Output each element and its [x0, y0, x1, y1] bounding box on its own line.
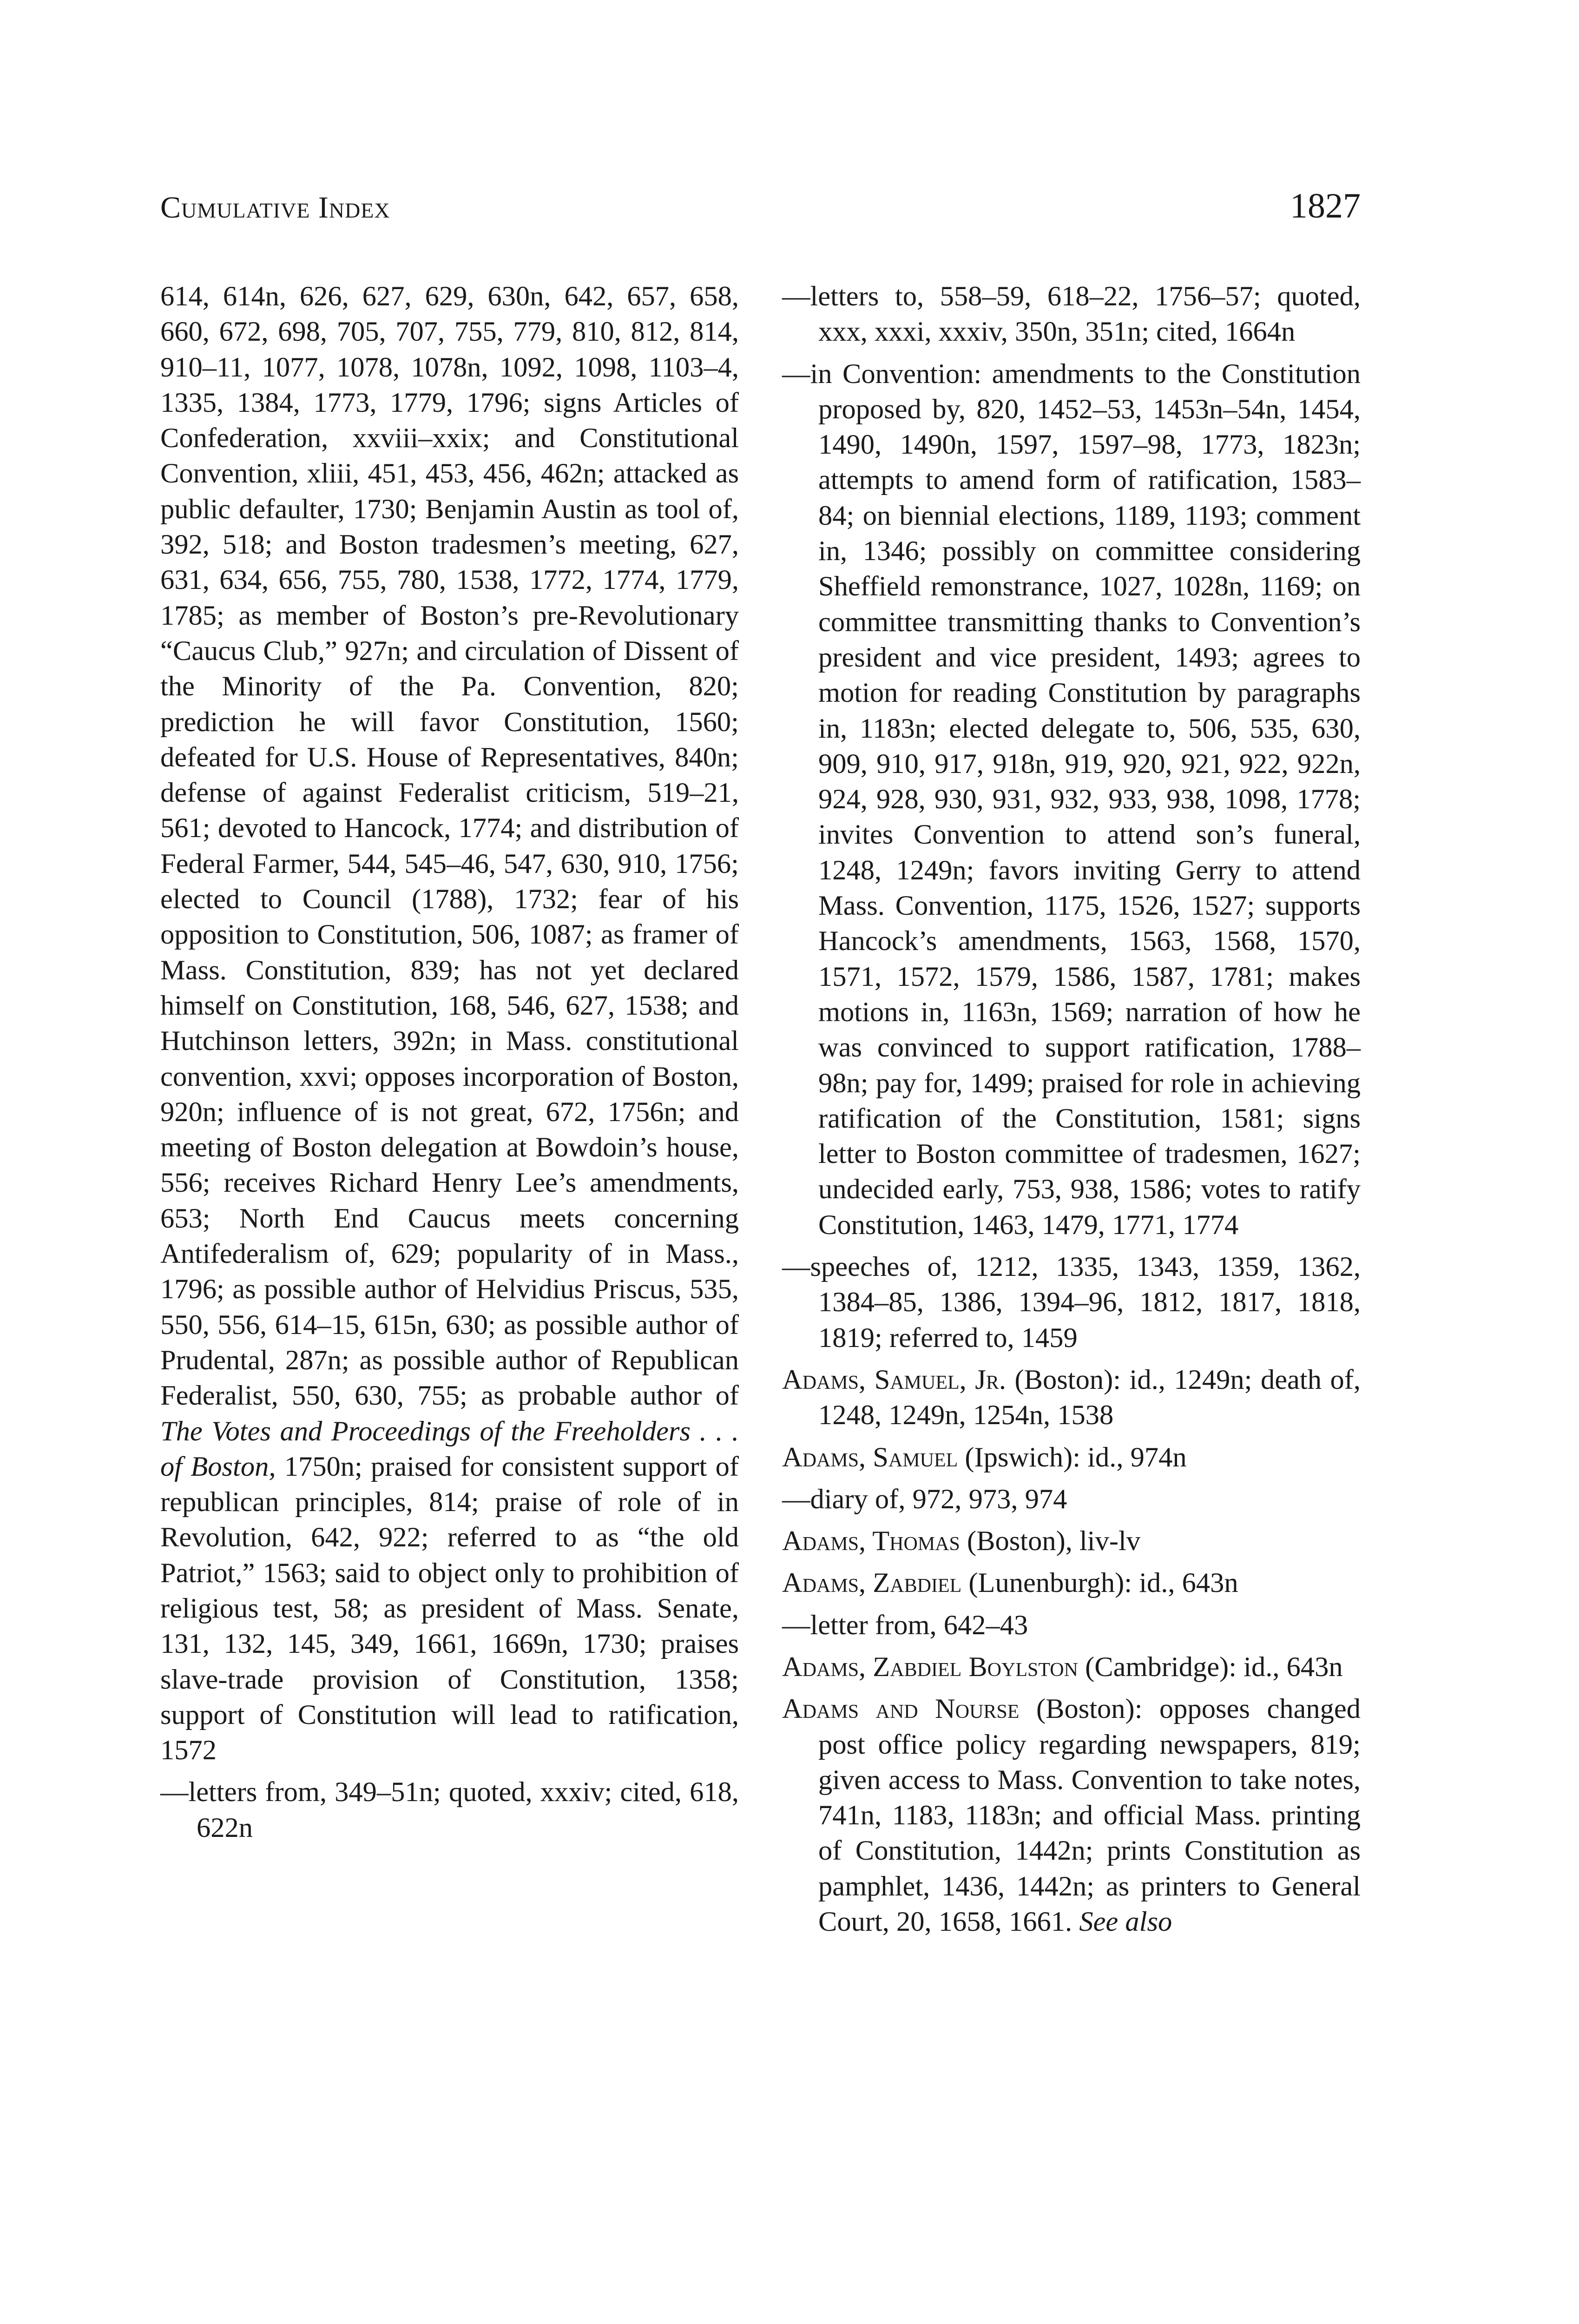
index-subentry — [782, 357, 1361, 1243]
entry-text: (Lunenburgh): id., 643n — [961, 1567, 1238, 1599]
index-subentry — [782, 279, 1361, 350]
entry-text: (Boston): id., 1249n; death of, 1248, 1249n, 1254n, 1538 — [818, 1364, 1361, 1431]
index-entry — [782, 1691, 1361, 1940]
index-entry — [160, 279, 739, 1768]
entry-heading: Adams and Nourse — [782, 1693, 1020, 1725]
index-subentry — [160, 1775, 739, 1846]
running-head-title: Cumulative Index — [160, 191, 390, 224]
entry-heading: Adams, Zabdiel Boylston — [782, 1651, 1078, 1683]
entry-text: (Boston), liv-lv — [960, 1525, 1141, 1557]
entry-see-also: See also — [1079, 1906, 1172, 1938]
page-number: 1827 — [1290, 186, 1361, 225]
index-entry — [782, 1362, 1361, 1433]
entry-text: —letters to, 558–59, 618–22, 1756–57; quoted, xxx, xxxi, xxxiv, 350n, 351n; cited, 1664n — [782, 281, 1361, 348]
entry-text: —letter from, 642–43 — [782, 1609, 1028, 1641]
entry-text: (Ipswich): id., 974n — [958, 1441, 1187, 1473]
entry-heading: Adams, Samuel, Jr. — [782, 1364, 1006, 1395]
index-entry — [782, 1650, 1361, 1685]
entry-text: (Boston): opposes changed post office policy regarding newspapers, 819; given access to Mass. Convention to take notes, 741n, 1183, 1183n; and official Mass. printing of Constitution, 1442n; prints Constitution as pamphlet, 1436, 1442n; as printers to General Court, 20, 1658, 1661. — [818, 1693, 1361, 1938]
running-head — [160, 186, 1361, 242]
index-entry — [782, 1524, 1361, 1559]
entry-heading: Adams, Samuel — [782, 1441, 958, 1473]
entry-text-tail: 1750n; praised for consistent support of republican principles, 814; praise of role of in Revolution, 642, 922; referred to as “the old Patriot,” 1563; said to object only to prohibition of religious test, 58; as president of Mass. Senate, 131, 132, 145, 349, 1661, 1669n, 1730; praises slave-trade provision of Constitution, 1358; support of Constitution will lead to ratification, 1572 — [160, 1451, 739, 1766]
index-subentry — [782, 1482, 1361, 1517]
index-entry — [782, 1440, 1361, 1475]
entry-text: —speeches of, 1212, 1335, 1343, 1359, 1362, 1384–85, 1386, 1394–96, 1812, 1817, 1818, 1819; referred to, 1459 — [782, 1251, 1361, 1353]
index-entry — [782, 1565, 1361, 1601]
entry-text: 614, 614n, 626, 627, 629, 630n, 642, 657, 658, 660, 672, 698, 705, 707, 755, 779, 810, 812, 814, 910–11, 1077, 1078, 1078n, 1092, 1098, 1103–4, 1335, 1384, 1773, 1779, 1796; signs Articles of Confederation, xxviii–xxix; and Constitutional Convention, xliii, 451, 453, 456, 462n; attacked as public defaulter, 1730; Benjamin Austin as tool of, 392, 518; and Boston tradesmen’s meeting, 627, 631, 634, 656, 755, 780, 1538, 1772, 1774, 1779, 1785; as member of Boston’s pre-Revolutionary “Caucus Club,” 927n; and circulation of Dissent of the Minority of the Pa. Convention, 820; prediction he will favor Constitution, 1560; defeated for U.S. House of Representatives, 840n; defense of against Federalist criticism, 519–21, 561; devoted to Hancock, 1774; and distribution of Federal Farmer, 544, 545–46, 547, 630, 910, 1756; elected to Council (1788), 1732; fear of his opposition to Constitution, 506, 1087; as framer of Mass. Constitution, 839; has not yet declared himself on Constitution, 168, 546, 627, 1538; and Hutchinson letters, 392n; in Mass. constitutional convention, xxvi; opposes incorporation of Boston, 920n; influence of is not great, 672, 1756n; and meeting of Boston delegation at Bowdoin’s house, 556; receives Richard Henry Lee’s amendments, 653; North End Caucus meets concerning Antifederalism of, 629; popularity of in Mass., 1796; as possible author of Helvidius Priscus, 535, 550, 556, 614–15, 615n, 630; as possible author of Prudental, 287n; as possible author of Republican Federalist, 550, 630, 755; as probable author of — [160, 281, 739, 1412]
index-column-left — [160, 279, 739, 1852]
entry-text: (Cambridge): id., 643n — [1078, 1651, 1343, 1683]
entry-text: —letters from, 349–51n; quoted, xxxiv; cited, 618, 622n — [160, 1776, 739, 1843]
entry-text: —in Convention: amendments to the Constitution proposed by, 820, 1452–53, 1453n–54n, 1454, 1490, 1490n, 1597, 1597–98, 1773, 1823n; attempts to amend form of ratification, 1583–84; on biennial elections, 1189, 1193; comment in, 1346; possibly on committee considering Sheffield remonstrance, 1027, 1028n, 1169; on committee transmitting thanks to Convention’s president and vice president, 1493; agrees to motion for reading Constitution by paragraphs in, 1183n; elected delegate to, 506, 535, 630, 909, 910, 917, 918n, 919, 920, 921, 922, 922n, 924, 928, 930, 931, 932, 933, 938, 1098, 1778; invites Convention to attend son’s funeral, 1248, 1249n; favors inviting Gerry to attend Mass. Convention, 1175, 1526, 1527; supports Hancock’s amendments, 1563, 1568, 1570, 1571, 1572, 1579, 1586, 1587, 1781; makes motions in, 1163n, 1569; narration of how he was convinced to support ratification, 1788–98n; pay for, 1499; praised for role in achieving ratification of the Constitution, 1581; signs letter to Boston committee of tradesmen, 1627; undecided early, 753, 938, 1586; votes to ratify Constitution, 1463, 1479, 1771, 1774 — [782, 358, 1361, 1241]
entry-heading: Adams, Zabdiel — [782, 1567, 962, 1599]
index-subentry — [782, 1249, 1361, 1356]
entry-heading: Adams, Thomas — [782, 1525, 960, 1557]
index-column-right — [782, 279, 1361, 1946]
entry-text: —diary of, 972, 973, 974 — [782, 1483, 1067, 1515]
entry-italic-title: The Votes and Proceedings of the Freeholders . . . of Boston, — [160, 1415, 739, 1482]
index-subentry — [782, 1608, 1361, 1643]
